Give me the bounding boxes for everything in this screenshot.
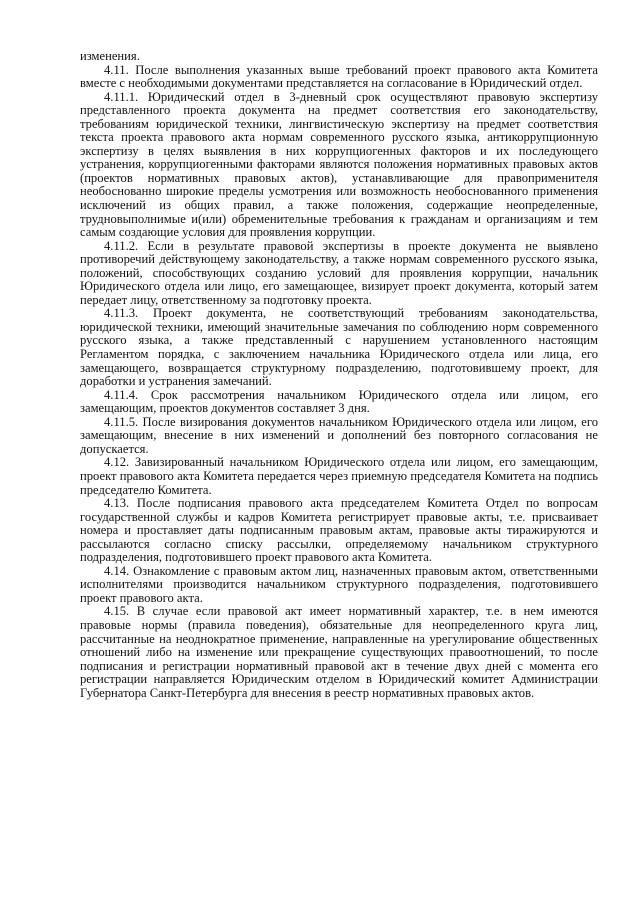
paragraph-continuation: изменения. <box>80 49 140 63</box>
paragraph-4-12: 4.12. Завизированный начальником Юридического отдела или лицом, его замещающим, проект правового акта Комитета передается через приемную председателя Комитета на подпись председателю Комитета. <box>80 455 598 497</box>
paragraph-4-14: 4.14. Ознакомление с правовым актом лиц, назначенных правовым актом, ответственными исполнителями производится начальником структурного подразделения, подготовившего проект правового акта. <box>80 563 598 605</box>
paragraph-4-11: 4.11. После выполнения указанных выше требований проект правового акта Комитета вместе с необходимыми документами представляется на согласование в Юридический отдел. <box>80 62 598 91</box>
paragraph-4-11-3: 4.11.3. Проект документа, не соответствующий требованиям законодательства, юридической техники, имеющий значительные замечания по соблюдению норм современного русского языка, а также представленный с нарушением установленного настоящим Регламентом порядка, с заключением начальника Юридического отдела или лица, его замещающего, возвращается структурному подразделению, подготовившему проект, для доработки и устранения замечаний. <box>80 306 598 389</box>
paragraph-4-11-2: 4.11.2. Если в результате правовой экспертизы в проекте документа не выявлено противоречий действующему законодательству, а также нормам современного русского языка, положений, способствующих созданию условий для проявления коррупции, начальник Юридического отдела или лицо, его замещающее, визирует проект документа, который затем передает лицу, ответственному за подготовку проекта. <box>80 238 598 307</box>
paragraph-4-11-1: 4.11.1. Юридический отдел в 3-дневный срок осуществляют правовую экспертизу представленного проекта документа на предмет соответствия его законодательству, требованиям юридической техники, лингвистическую экспертизу на предмет соответствия текста проекта правового акта нормам современного русского языка, антикоррупционную экспертизу в целях выявления в них коррупциогенных факторов и их последующего устранения, коррупциогенными факторами являются положения нормативных правовых актов (проектов нормативных правовых актов), устанавливающие для правоприменителя необоснованно широкие пределы усмотрения или возможность необоснованного применения исключений из общих правил, а также положения, содержащие неопределенные, трудновыполнимые и(или) обременительные требования к гражданам и организациям и тем самым создающие условия для проявления коррупции. <box>80 89 598 240</box>
document-body <box>80 50 598 700</box>
paragraph-4-15: 4.15. В случае если правовой акт имеет нормативный характер, т.е. в нем имеются правовые нормы (правила поведения), обязательные для неопределенного круга лиц, рассчитанные на неоднократное применение, направленные на урегулирование общественных отношений либо на изменение или прекращение существующих правоотношений, то после подписания и регистрации нормативный правовой акт в течение двух дней с момента его регистрации направляется Юридическим отделом в Юридический комитет Администрации Губернатора Санкт-Петербурга для внесения в реестр нормативных правовых актов. <box>80 604 598 700</box>
paragraph-4-11-5: 4.11.5. После визирования документов начальником Юридического отдела или лицом, его замещающим, внесение в них изменений и дополнений без повторного согласования не допускается. <box>80 414 598 456</box>
paragraph-4-11-4: 4.11.4. Срок рассмотрения начальником Юридического отдела или лицом, его замещающим, проектов документов составляет 3 дня. <box>80 387 598 416</box>
paragraph-4-13: 4.13. После подписания правового акта председателем Комитета Отдел по вопросам государственной службы и кадров Комитета регистрирует правовые акты, т.е. присваивает номера и проставляет даты подписанным правовым актам, правовые акты тиражируются и рассылаются согласно списку рассылки, определяемому начальником структурного подразделения, подготовившего проект правового акта Комитета. <box>80 496 598 565</box>
